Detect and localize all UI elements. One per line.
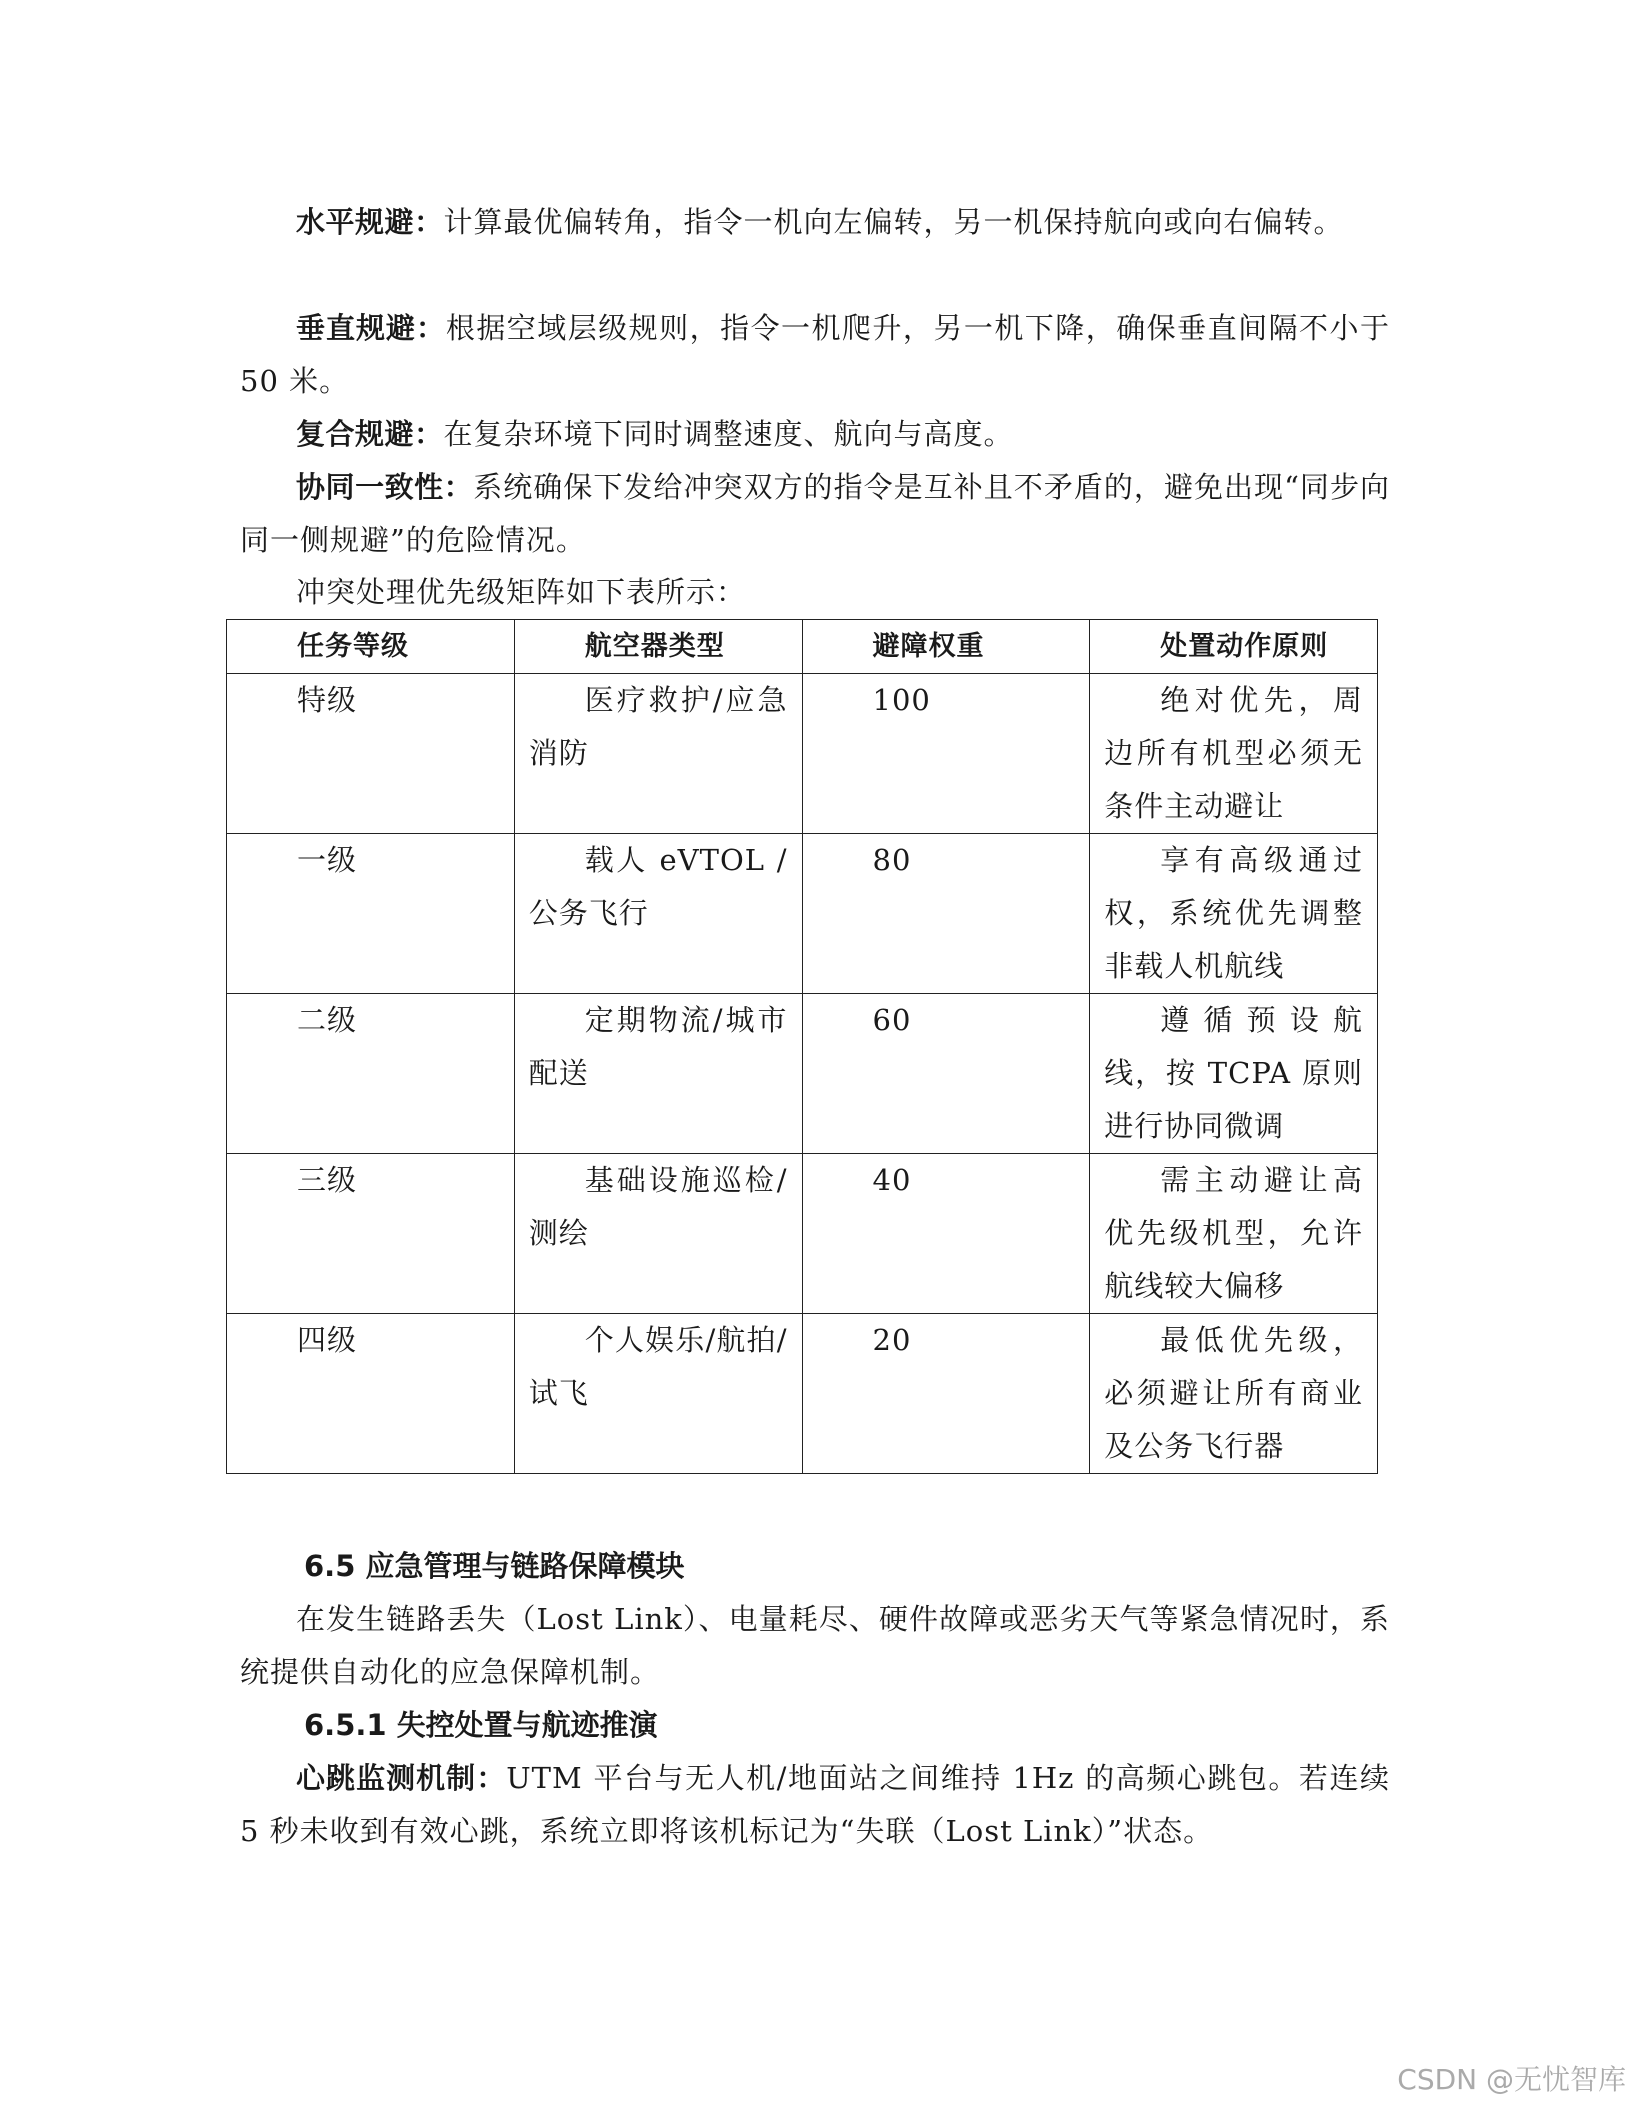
cell-type: 个人娱乐/航拍/试飞 [514,1314,802,1474]
paragraph-coordination-consistency [240,461,1390,567]
header-action-principle: 处置动作原则 [1090,620,1378,674]
vertical-avoidance-label: 垂直规避： [296,311,446,345]
header-aircraft-type: 航空器类型 [514,620,802,674]
compound-avoidance-text: 在复杂环境下同时调整速度、航向与高度。 [443,417,1014,451]
horizontal-avoidance-label: 水平规避： [296,205,444,239]
cell-weight: 100 [802,674,1090,834]
paragraph-vertical-avoidance [240,302,1390,408]
section-heading-6-5-1: 6.5.1 失控处置与航迹推演 [304,1708,658,1742]
horizontal-avoidance-text: 计算最优偏转角，指令一机向左偏转，另一机保持航向或向右偏转。 [443,205,1344,239]
header-task-level: 任务等级 [227,620,515,674]
section-heading-6-5: 6.5 应急管理与链路保障模块 [304,1549,685,1583]
cell-level: 四级 [227,1314,515,1474]
cell-action: 最低优先级，必须避让所有商业及公务飞行器 [1090,1314,1378,1474]
cell-type: 载人 eVTOL /公务飞行 [514,834,802,994]
heartbeat-monitoring-label: 心跳监测机制： [296,1761,507,1795]
table-row [227,1154,1378,1314]
vertical-avoidance-text: 根据空域层级规则，指令一机爬升，另一机下降，确保垂直间隔不小于 50 米。 [240,311,1390,398]
coordination-consistency-text: 系统确保下发给冲突双方的指令是互补且不矛盾的，避免出现“同步向同一侧规避”的危险情况。 [240,470,1390,557]
cell-level: 特级 [227,674,515,834]
cell-action: 绝对优先，周边所有机型必须无条件主动避让 [1090,674,1378,834]
cell-weight: 60 [802,994,1090,1154]
table-intro: 冲突处理优先级矩阵如下表所示： [296,575,747,609]
cell-weight: 20 [802,1314,1090,1474]
heartbeat-monitoring-text: UTM 平台与无人机/地面站之间维持 1Hz 的高频心跳包。若连续 5 秒未收到有效心跳，系统立即将该机标记为“失联（Lost Link）”状态。 [240,1761,1390,1848]
cell-type: 医疗救护/应急消防 [514,674,802,834]
cell-weight: 40 [802,1154,1090,1314]
compound-avoidance-label: 复合规避： [296,417,444,451]
coordination-consistency-label: 协同一致性： [296,470,474,504]
cell-action: 遵循预设航线，按 TCPA 原则进行协同微调 [1090,994,1378,1154]
cell-action: 享有高级通过权，系统优先调整非载人机航线 [1090,834,1378,994]
cell-level: 一级 [227,834,515,994]
cell-level: 二级 [227,994,515,1154]
paragraph-compound-avoidance [240,408,1390,461]
cell-type: 基础设施巡检/测绘 [514,1154,802,1314]
paragraph-horizontal-avoidance [240,196,1390,249]
table-row [227,674,1378,834]
table-row [227,1314,1378,1474]
table-row [227,834,1378,994]
cell-weight: 80 [802,834,1090,994]
header-avoidance-weight: 避障权重 [802,620,1090,674]
paragraph-heartbeat-monitoring [240,1752,1390,1858]
cell-action: 需主动避让高优先级机型，允许航线较大偏移 [1090,1154,1378,1314]
csdn-watermark: CSDN @无忧智库 [1397,2063,1626,2096]
table-row [227,994,1378,1154]
section-6-5-paragraph: 在发生链路丢失（Lost Link）、电量耗尽、硬件故障或恶劣天气等紧急情况时，系统提供自动化的应急保障机制。 [240,1602,1390,1689]
cell-type: 定期物流/城市配送 [514,994,802,1154]
table-header-row [227,620,1378,674]
priority-matrix-table [226,619,1378,1474]
cell-level: 三级 [227,1154,515,1314]
